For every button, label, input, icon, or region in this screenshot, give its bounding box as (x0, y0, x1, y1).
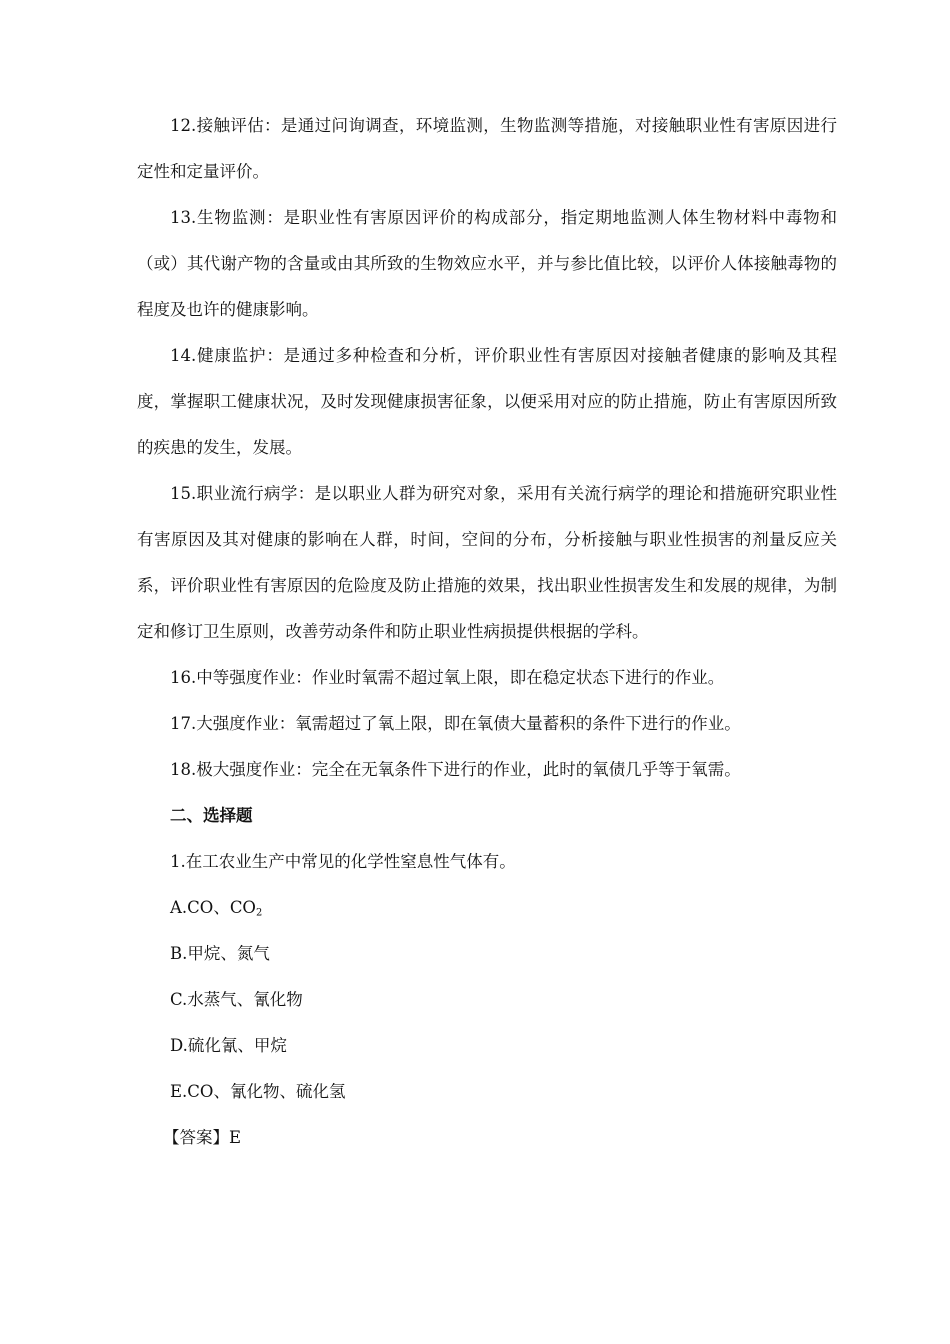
definition-18: 18.极大强度作业：完全在无氧条件下进行的作业，此时的氧债几乎等于氧需。 (170, 760, 741, 779)
definition-13: 13.生物监测：是职业性有害原因评价的构成部分，指定期地监测人体生物材料中毒物和（或）其代谢产物的含量或由其所致的生物效应水平，并与参比值比较，以评价人体接触毒物的程度及也许的健康影响。 (137, 208, 837, 319)
definition-12: 12.接触评估：是通过问询调查，环境监测，生物监测等措施，对接触职业性有害原因进行定性和定量评价。 (137, 116, 837, 181)
option-c: C.水蒸气、氰化物 (170, 990, 303, 1009)
question-stem: 1.在工农业生产中常见的化学性窒息性气体有。 (170, 852, 516, 871)
document-body (137, 103, 837, 1161)
option-a-text: A.CO、CO (170, 898, 256, 917)
option-b: B.甲烷、氮气 (170, 944, 270, 963)
option-a (137, 885, 837, 931)
definition-17: 17.大强度作业：氧需超过了氧上限，即在氧债大量蓄积的条件下进行的作业。 (170, 714, 741, 733)
option-a-subscript: 2 (255, 907, 263, 919)
answer-line: 【答案】E (163, 1128, 242, 1147)
option-e: E.CO、氰化物、硫化氢 (170, 1082, 346, 1101)
definition-16: 16.中等强度作业：作业时氧需不超过氧上限，即在稳定状态下进行的作业。 (170, 668, 725, 687)
definition-14: 14.健康监护：是通过多种检查和分析，评价职业性有害原因对接触者健康的影响及其程度，掌握职工健康状况，及时发现健康损害征象，以便采用对应的防止措施，防止有害原因所致的疾患的发生，发展。 (137, 346, 837, 457)
definition-15: 15.职业流行病学：是以职业人群为研究对象，采用有关流行病学的理论和措施研究职业性有害原因及其对健康的影响在人群，时间，空间的分布，分析接触与职业性损害的剂量反应关系，评价职业性有害原因的危险度及防止措施的效果，找出职业性损害发生和发展的规律，为制定和修订卫生原则，改善劳动条件和防止职业性病损提供根据的学科。 (137, 484, 837, 641)
section-heading: 二、选择题 (170, 806, 253, 825)
option-d: D.硫化氰、甲烷 (170, 1036, 287, 1055)
